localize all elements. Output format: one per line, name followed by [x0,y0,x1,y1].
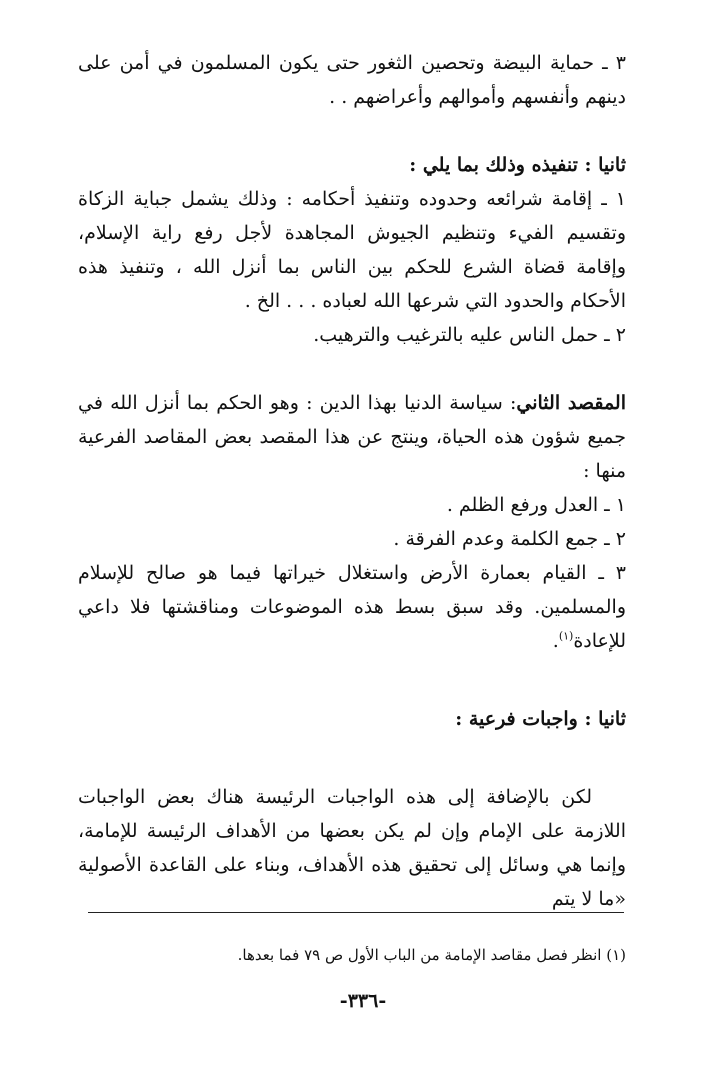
footnote: (١) انظر فصل مقاصد الإمامة من الباب الأول ص ٧٩ فما بعدها. [237,946,626,964]
second-purpose-intro: : سياسة الدنيا بهذا الدين : وهو الحكم بما أنزل الله في جميع شؤون هذه الحياة، وينتج عن هذا المقصد بعض المقاصد الفرعية منها : [78,392,626,482]
second-purpose-heading: المقصد الثاني [516,392,626,414]
secondary-duties-paragraph: لكن بالإضافة إلى هذه الواجبات الرئيسة هناك بعض الواجبات اللازمة على الإمام وإن لم يكن بعضها من الأهداف الرئيسة للإمامة، وإنما هي وسائل إلى تحقيق هذه الأهداف، وبناء على القاعدة الأصولية «ما لا يتم [78,786,626,910]
footnote-divider [88,912,624,913]
goal-item-3: ٣ ـ حماية البيضة وتحصين الثغور حتى يكون المسلمون في أمن على دينهم وأنفسهم وأموالهم وأعراضهم . . [78,52,626,108]
second-purpose-paragraph [78,386,626,488]
spacer [78,114,626,148]
purpose-item-2: ٢ ـ جمع الكلمة وعدم الفرقة . [393,528,626,550]
spacer [78,736,626,780]
purpose-item-1: ١ ـ العدل ورفع الظلم . [446,494,626,516]
purpose-item-3-paragraph: ٣ ـ القيام بعمارة الأرض واستغلال خيراتها فيما هو صالح للإسلام والمسلمين. وقد سبق بسط هذه الموضوعات ومناقشتها فلا داعي للإعادة$^{(١)}$. [78,562,626,652]
spacer [78,658,626,702]
section-heading-execution: ثانيا : تنفيذه وذلك بما يلي : [409,154,626,176]
purpose-item-3: ٣ ـ القيام بعمارة الأرض واستغلال خيراتها فيما هو صالح للإسلام والمسلمين. وقد سبق بسط هذه الموضوعات ومناقشتها فلا داعي للإعادة [78,562,626,652]
execution-item-1: ١ ـ إقامة شرائعه وحدوده وتنفيذ أحكامه : وذلك يشمل جباية الزكاة وتقسيم الفيء وتنظيم الجيوش المجاهدة لأجل رفع راية الإسلام، وإقامة قضاة الشرع للحكم بين الناس بما أنزل الله ، وتنفيذ هذه الأحكام والحدود التي شرعها الله لعباده . . . الخ . [78,188,626,312]
spacer [78,352,626,386]
page-number: -٣٣٦- [339,990,387,1012]
section-heading-secondary-duties: ثانيا : واجبات فرعية : [455,708,626,730]
main-text [78,46,626,916]
execution-item-2: ٢ ـ حمل الناس عليه بالترغيب والترهيب. [313,324,626,346]
footnote-reference[interactable]: (١) [558,629,574,643]
